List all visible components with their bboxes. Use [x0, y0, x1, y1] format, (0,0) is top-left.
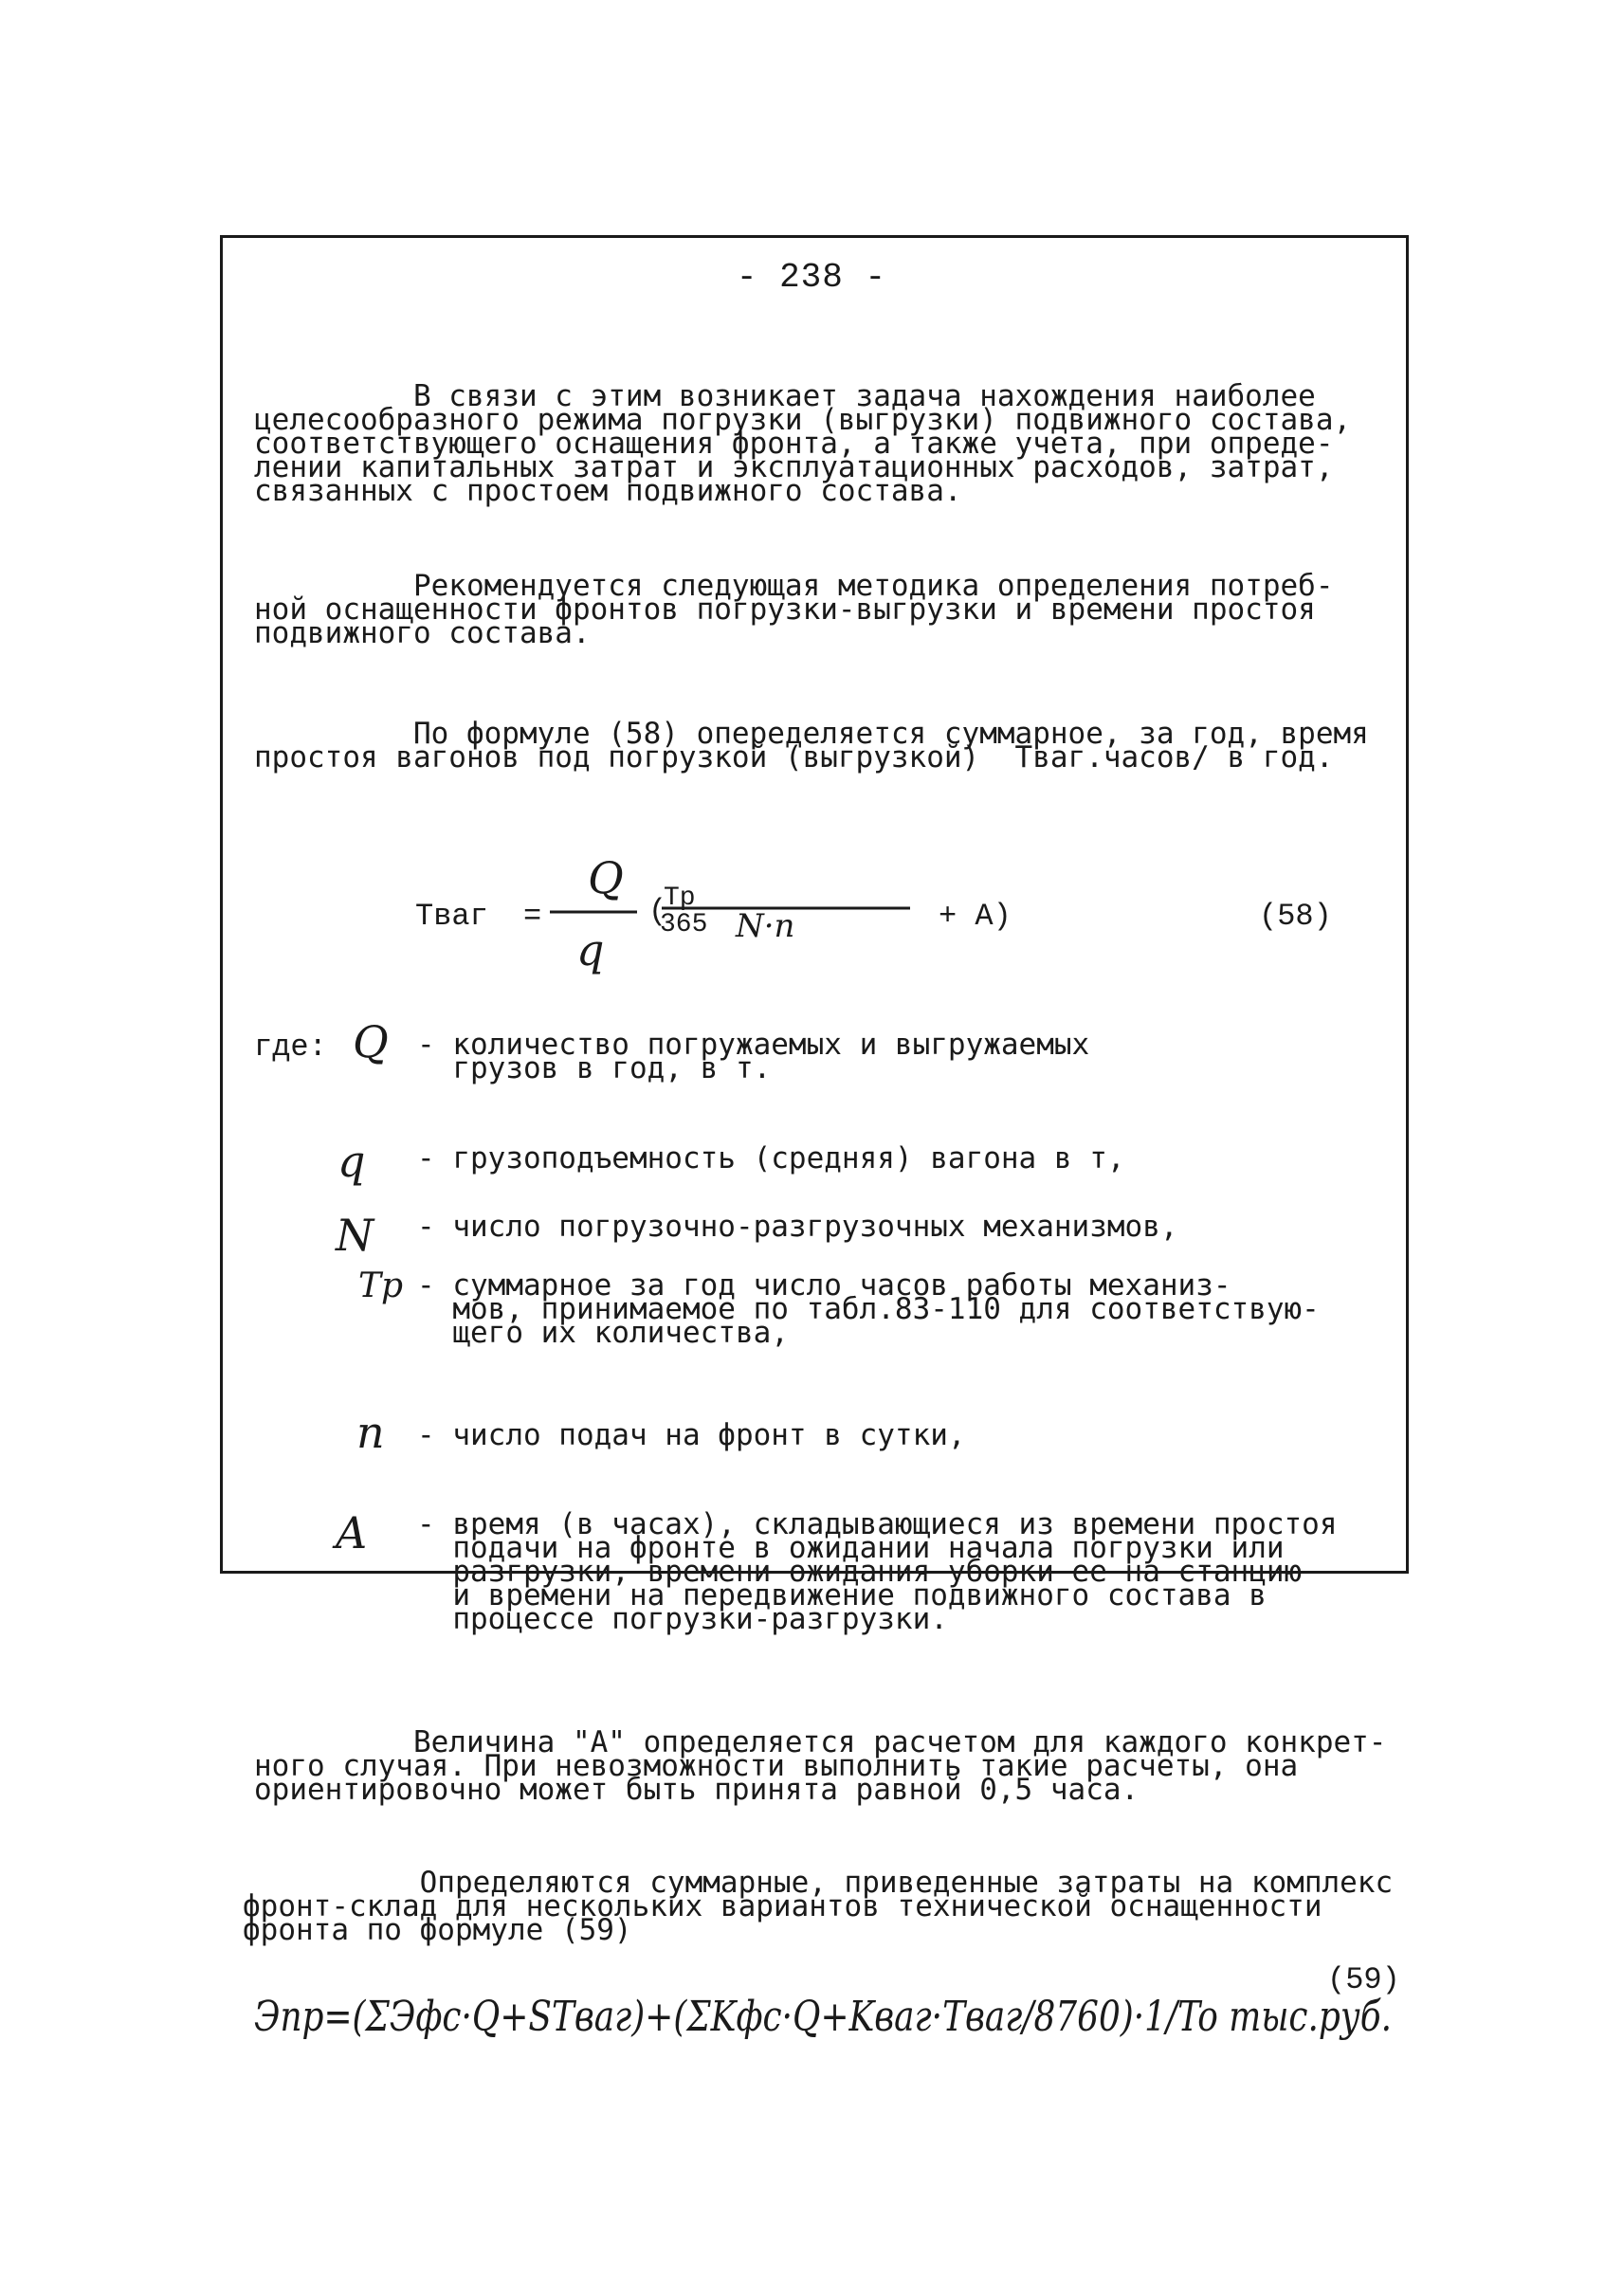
formula-59: [254, 1974, 1401, 2078]
paragraph-5: Определяются суммарные, приведенные затраты на комплекс фронт-склад для нескольких вариантов технической оснащенности фронта по формуле (59): [243, 1866, 1394, 1947]
paragraph-3: По формуле (58) опеределяется суммарное, за год, время простоя вагонов под погрузкой (выгрузкой) Тваг.часов/ в год.: [254, 717, 1369, 774]
where-label: где:: [254, 1030, 327, 1065]
formula-58-365: 365: [660, 910, 708, 939]
formula-58-Tp: Тр: [664, 884, 696, 913]
formula-58-paren: (: [648, 894, 667, 929]
formula-58-Q: Q: [588, 852, 624, 903]
paragraph-1: В связи с этим возникает задача нахождения наиболее целесообразного режима погрузки (выгрузки) подвижного состава, соответствующего оснащения фронта, а также учета, при опреде- лении капитальных затрат и эксплуатационных расходов, затрат, связанных с простоем подвижного состава.: [254, 379, 1352, 508]
formula-58-plus-A: + А): [939, 899, 1012, 934]
formula-58-Nn: N·n: [736, 907, 795, 945]
symbol-N: N: [336, 1210, 374, 1261]
symbol-n: n: [356, 1407, 385, 1458]
definition-A: - время (в часах), складывающиеся из времени простоя подачи на фронте в ожидании начала погрузки или разгрузки, времени ожидания уборки ее на станцию и времени на передвижение подвижного состава в процессе погрузки-разгрузки.: [417, 1507, 1338, 1636]
definition-Tp: - суммарное за год число часов работы механиз- мов, принимаемое по табл.83-110 для соответствую- щего их количества,: [417, 1268, 1320, 1350]
paragraph-4: Величина "А" определяется расчетом для каждого конкрет- ного случая. При невозможности выполнить такие расчеты, она ориентировочно может быть принята равной 0,5 часа.: [254, 1725, 1387, 1807]
formula-58-number: (58): [1259, 899, 1332, 934]
formula-58-q: q: [576, 924, 605, 975]
formula-58-equals: =: [523, 899, 542, 934]
definition-q: - грузоподъемность (средняя) вагона в т,: [417, 1141, 1125, 1175]
symbol-q: q: [337, 1136, 366, 1187]
symbol-A: A: [336, 1507, 368, 1558]
symbol-Tp: Tp: [358, 1266, 404, 1305]
definition-n: - число подач на фронт в сутки,: [417, 1418, 966, 1452]
paragraph-2: Рекомендуется следующая методика определения потреб- ной оснащенности фронтов погрузки-выгрузки и времени простоя подвижного состава.: [254, 569, 1334, 650]
page-number: - 238 -: [736, 258, 887, 297]
symbol-Q: Q: [353, 1016, 389, 1067]
formula-59-number: (59): [1327, 1962, 1400, 1997]
formula-58-fraction: [550, 853, 948, 976]
definition-Q: - количество погружаемых и выгружаемых грузов в год, в т.: [417, 1028, 1090, 1085]
definition-N: - число погрузочно-разгрузочных механизмов,: [417, 1210, 1178, 1244]
formula-58-lhs: Тваг: [415, 899, 488, 934]
formula-59-text: Эпр=(ΣЭфс·Q+STваг)+(ΣKфс·Q+Kваг·Тваг/8760)·1/To тыс.руб.: [254, 1993, 1392, 2041]
